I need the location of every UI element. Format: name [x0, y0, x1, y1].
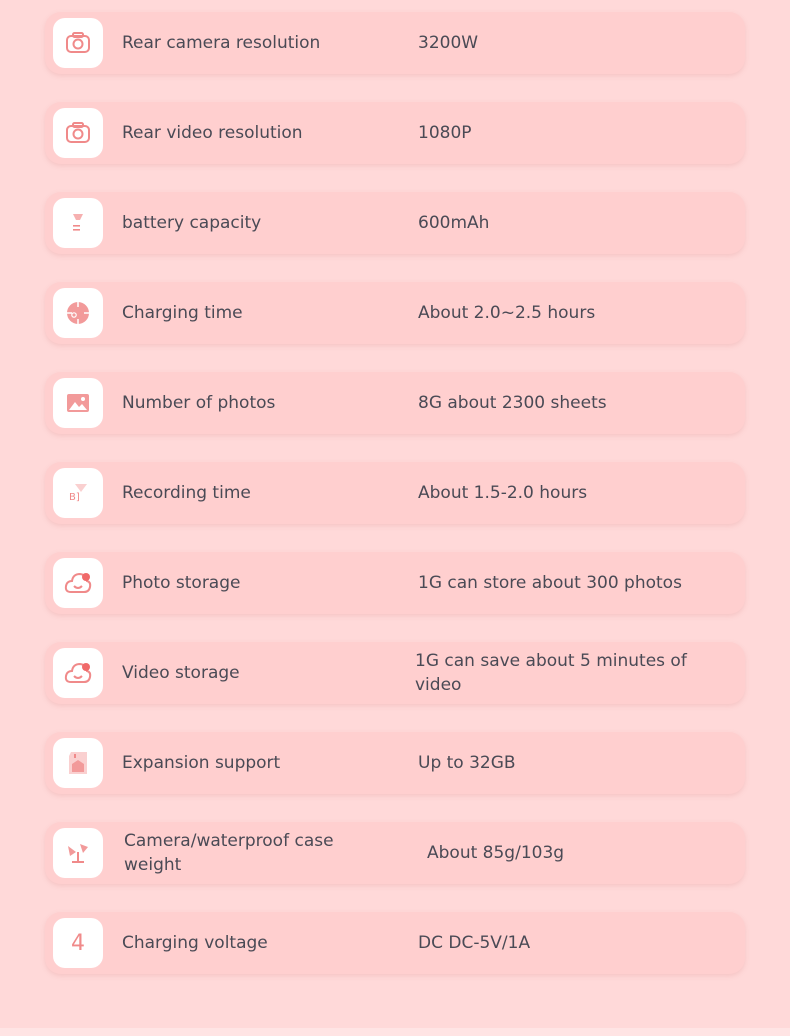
spec-label: Photo storage: [122, 573, 241, 593]
camera-icon: [53, 108, 103, 158]
spec-label: Number of photos: [122, 393, 276, 413]
voltage-icon: [53, 918, 103, 968]
image-icon: [53, 378, 103, 428]
cloud-icon: [53, 558, 103, 608]
bottom-divider: [0, 1028, 790, 1036]
spec-value: About 1.5-2.0 hours: [418, 483, 588, 503]
spec-label: battery capacity: [122, 213, 262, 233]
spec-label: Rear video resolution: [122, 123, 303, 143]
charging-clock-icon: [53, 288, 103, 338]
video-record-icon: [53, 468, 103, 518]
spec-value: 1080P: [418, 123, 472, 143]
weight-scale-icon: [53, 828, 103, 878]
spec-value: About 2.0~2.5 hours: [418, 303, 596, 323]
spec-label: Rear camera resolution: [122, 33, 321, 53]
memory-card-icon: [53, 738, 103, 788]
battery-icon: [53, 198, 103, 248]
spec-row-photo-storage: [45, 552, 745, 614]
spec-row-expansion-support: [45, 732, 745, 794]
spec-row-case-weight: [45, 822, 745, 884]
cloud-icon: [53, 648, 103, 698]
spec-value: 1G can save about 5 minutes of video: [415, 651, 687, 695]
spec-label: Charging voltage: [122, 933, 268, 953]
spec-row-battery-capacity: [45, 192, 745, 254]
svg-text:B]: B]: [69, 492, 80, 503]
spec-row-charging-voltage: [45, 912, 745, 974]
spec-label: Charging time: [122, 303, 243, 323]
voltage-glyph: 4: [71, 930, 85, 956]
spec-row-number-of-photos: [45, 372, 745, 434]
spec-value: About 85g/103g: [427, 843, 565, 863]
spec-value: 1G can store about 300 photos: [418, 573, 682, 593]
spec-row-rear-video-resolution: [45, 102, 745, 164]
spec-label: Recording time: [122, 483, 251, 503]
spec-value: Up to 32GB: [418, 753, 516, 773]
spec-value: 600mAh: [418, 213, 490, 233]
spec-label: Video storage: [122, 663, 240, 683]
spec-row-video-storage: [45, 642, 745, 704]
spec-value: DC DC-5V/1A: [418, 933, 531, 953]
spec-row-rear-camera-resolution: [45, 12, 745, 74]
spec-label: Expansion support: [122, 753, 281, 773]
spec-value: 3200W: [418, 33, 479, 53]
spec-value: 8G about 2300 sheets: [418, 393, 607, 413]
spec-label: Camera/waterproof case weight: [124, 831, 334, 875]
spec-row-charging-time: [45, 282, 745, 344]
spec-row-recording-time: [45, 462, 745, 524]
camera-icon: [53, 18, 103, 68]
